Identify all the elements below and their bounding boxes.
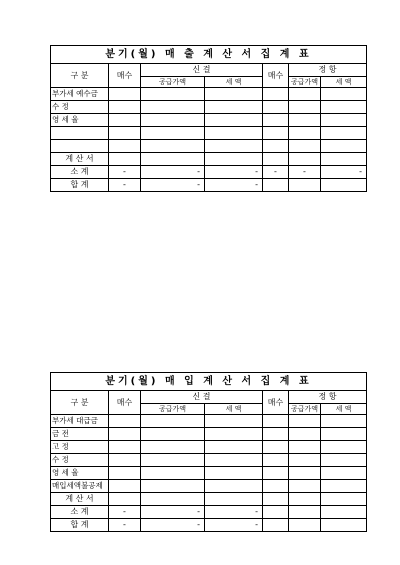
cell [289, 506, 321, 519]
dash-value: - [109, 179, 141, 192]
cell[interactable] [289, 101, 321, 114]
cell[interactable] [141, 101, 205, 114]
tax2-header: 세 액 [321, 77, 367, 88]
table-row [51, 101, 367, 114]
cell[interactable] [109, 415, 141, 428]
total-row [51, 179, 367, 192]
cell[interactable] [289, 140, 321, 153]
cell[interactable] [289, 88, 321, 101]
dash-value: - [205, 179, 263, 192]
cell[interactable] [141, 454, 205, 467]
subtotal-label: 소 계 [51, 506, 109, 519]
cell[interactable] [109, 153, 141, 166]
dash-value: - [141, 519, 205, 532]
cell[interactable] [321, 140, 367, 153]
total-label: 합 계 [51, 179, 109, 192]
category-header: 구 분 [51, 64, 109, 88]
dash-value: - [141, 179, 205, 192]
row-label: 수 정 [51, 101, 109, 114]
tax-header: 세 액 [205, 404, 263, 415]
count-header: 매수 [109, 391, 141, 415]
row-label: 부가세 예수금 [51, 88, 109, 101]
sales-summary-table [50, 45, 366, 192]
cell[interactable] [141, 140, 205, 153]
cell[interactable] [109, 88, 141, 101]
cell[interactable] [263, 88, 289, 101]
row-label [51, 127, 109, 140]
cell[interactable] [141, 467, 205, 480]
cell[interactable] [141, 88, 205, 101]
cell [289, 519, 321, 532]
cell[interactable] [141, 428, 205, 441]
row-label: 수 정 [51, 454, 109, 467]
cell[interactable] [205, 114, 263, 127]
cell[interactable] [289, 415, 321, 428]
cell[interactable] [205, 153, 263, 166]
supply2-header: 공급가액 [289, 77, 321, 88]
table-row [51, 441, 367, 454]
cell[interactable] [289, 454, 321, 467]
cell[interactable] [321, 114, 367, 127]
tax2-header: 세 액 [321, 404, 367, 415]
cell[interactable] [263, 127, 289, 140]
dash-value: - [205, 506, 263, 519]
cell[interactable] [205, 101, 263, 114]
row-label [51, 140, 109, 153]
change-group-header: 정 항 [289, 64, 367, 77]
cell[interactable] [205, 467, 263, 480]
supply-header: 공급가액 [141, 404, 205, 415]
table-row [51, 153, 367, 166]
purchase-title: 분기(월) 매 입 계 산 서 집 계 표 [51, 373, 367, 391]
row-label: 계 산 서 [51, 493, 109, 506]
table-row [51, 454, 367, 467]
cell[interactable] [289, 114, 321, 127]
cell[interactable] [109, 441, 141, 454]
cell[interactable] [109, 454, 141, 467]
row-label: 계 산 서 [51, 153, 109, 166]
cell[interactable] [141, 153, 205, 166]
table-row [51, 428, 367, 441]
dash-value: - [321, 166, 367, 179]
cell[interactable] [321, 127, 367, 140]
row-label: 영 세 율 [51, 114, 109, 127]
cell[interactable] [321, 467, 367, 480]
dash-value: - [109, 519, 141, 532]
table-row [51, 114, 367, 127]
subtotal-row [51, 166, 367, 179]
table-row [51, 415, 367, 428]
cell[interactable] [263, 441, 289, 454]
cell[interactable] [263, 140, 289, 153]
row-label: 부가세 대급금 [51, 415, 109, 428]
cell[interactable] [289, 441, 321, 454]
dash-value: - [289, 166, 321, 179]
cell[interactable] [321, 88, 367, 101]
count2-header: 매수 [263, 391, 289, 415]
cell[interactable] [205, 127, 263, 140]
supply-header: 공급가액 [141, 77, 205, 88]
table-row [51, 88, 367, 101]
supply2-header: 공급가액 [289, 404, 321, 415]
cell[interactable] [289, 428, 321, 441]
cell[interactable] [263, 493, 289, 506]
cell[interactable] [321, 493, 367, 506]
new-group-header: 신 걸 [141, 391, 263, 404]
cell[interactable] [109, 428, 141, 441]
cell[interactable] [205, 428, 263, 441]
cell[interactable] [205, 140, 263, 153]
cell [321, 506, 367, 519]
dash-value: - [205, 166, 263, 179]
row-label: 영 세 율 [51, 467, 109, 480]
cell [289, 179, 321, 192]
tax-header: 세 액 [205, 77, 263, 88]
row-label: 매입세액불공제 [51, 480, 109, 493]
category-header: 구 분 [51, 391, 109, 415]
cell[interactable] [321, 480, 367, 493]
cell[interactable] [263, 415, 289, 428]
cell[interactable] [263, 153, 289, 166]
count-header: 매수 [109, 64, 141, 88]
row-label: 금 전 [51, 428, 109, 441]
purchase-summary-table [50, 372, 366, 532]
count2-header: 매수 [263, 64, 289, 88]
total-label: 합 계 [51, 519, 109, 532]
dash-value: - [141, 506, 205, 519]
dash-value: - [109, 166, 141, 179]
cell[interactable] [321, 454, 367, 467]
cell[interactable] [205, 415, 263, 428]
table-row [51, 480, 367, 493]
cell[interactable] [109, 114, 141, 127]
cell[interactable] [109, 493, 141, 506]
cell[interactable] [289, 480, 321, 493]
cell[interactable] [289, 153, 321, 166]
cell [263, 519, 289, 532]
cell[interactable] [205, 480, 263, 493]
cell[interactable] [109, 127, 141, 140]
cell[interactable] [321, 441, 367, 454]
cell[interactable] [321, 153, 367, 166]
table-row [51, 467, 367, 480]
cell[interactable] [263, 480, 289, 493]
cell [321, 519, 367, 532]
cell[interactable] [263, 428, 289, 441]
total-row [51, 519, 367, 532]
cell[interactable] [321, 101, 367, 114]
cell[interactable] [109, 467, 141, 480]
cell[interactable] [289, 467, 321, 480]
cell [263, 179, 289, 192]
cell[interactable] [263, 454, 289, 467]
cell[interactable] [263, 467, 289, 480]
cell[interactable] [109, 480, 141, 493]
cell[interactable] [205, 441, 263, 454]
subtotal-label: 소 계 [51, 166, 109, 179]
cell[interactable] [205, 454, 263, 467]
row-label: 고 정 [51, 441, 109, 454]
cell[interactable] [321, 415, 367, 428]
cell[interactable] [141, 127, 205, 140]
dash-value: - [263, 166, 289, 179]
dash-value: - [141, 166, 205, 179]
cell[interactable] [141, 415, 205, 428]
cell[interactable] [263, 114, 289, 127]
cell[interactable] [109, 101, 141, 114]
cell[interactable] [109, 140, 141, 153]
new-group-header: 신 걸 [141, 64, 263, 77]
cell[interactable] [205, 88, 263, 101]
cell[interactable] [289, 493, 321, 506]
cell[interactable] [141, 480, 205, 493]
sales-title: 분기(월) 매 출 계 산 서 집 계 표 [51, 46, 367, 64]
cell[interactable] [141, 493, 205, 506]
cell[interactable] [289, 127, 321, 140]
cell [321, 179, 367, 192]
cell[interactable] [205, 493, 263, 506]
dash-value: - [109, 506, 141, 519]
cell[interactable] [141, 441, 205, 454]
table-row [51, 140, 367, 153]
cell[interactable] [321, 428, 367, 441]
table-row [51, 493, 367, 506]
cell[interactable] [263, 101, 289, 114]
subtotal-row [51, 506, 367, 519]
change-group-header: 정 항 [289, 391, 367, 404]
cell [263, 506, 289, 519]
table-row [51, 127, 367, 140]
dash-value: - [205, 519, 263, 532]
cell[interactable] [141, 114, 205, 127]
